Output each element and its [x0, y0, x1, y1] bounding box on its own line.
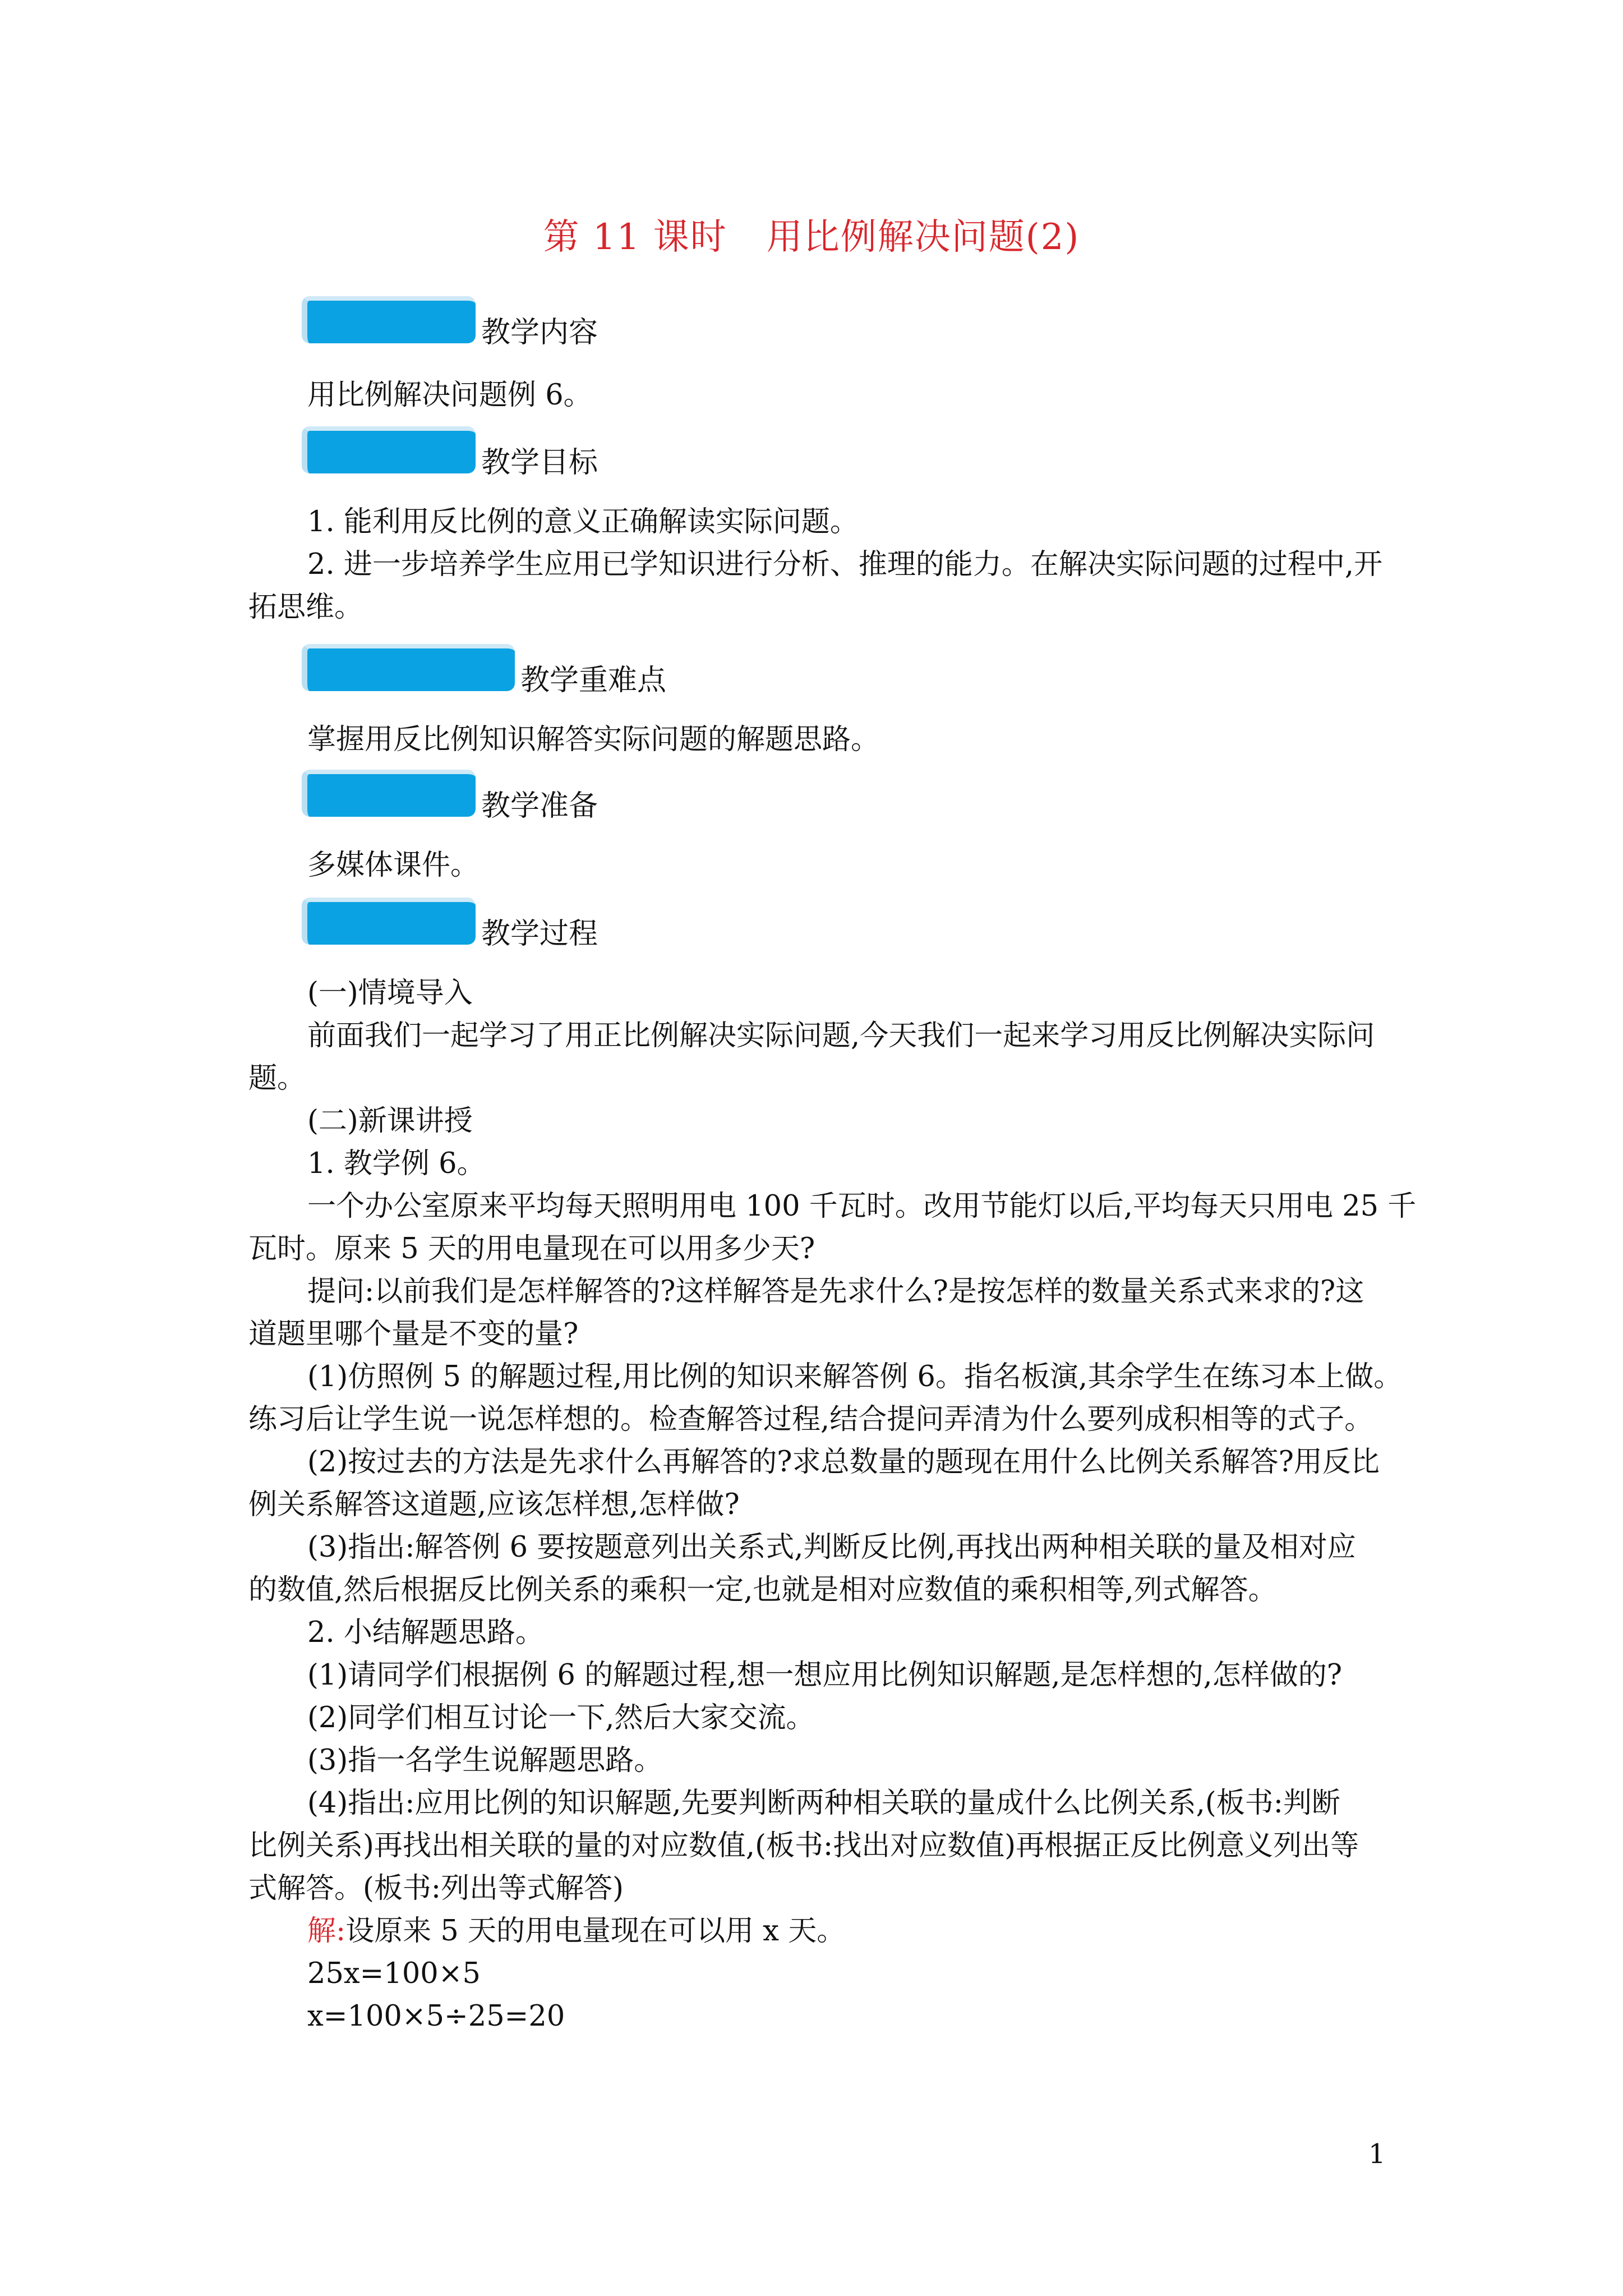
- text-line: (3)指出:解答例 6 要按题意列出关系式,判断反比例,再找出两种相关联的量及相对应: [307, 1531, 1356, 1564]
- page-number: 1: [1368, 2138, 1386, 2170]
- text-line: 2. 小结解题思路。: [307, 1616, 544, 1649]
- section-title: 教学目标: [481, 446, 598, 480]
- text-line: 1. 教学例 6。: [307, 1147, 486, 1180]
- text-line: 题。: [248, 1062, 306, 1095]
- text-line: 掌握用反比例知识解答实际问题的解题思路。: [307, 723, 880, 756]
- page-title: [0, 212, 1623, 263]
- section-title: 教学准备: [481, 789, 598, 823]
- section-tab-shape: [302, 426, 476, 473]
- lesson-topic: 用比例解决问题(2): [766, 217, 1080, 258]
- text-line: 练习后让学生说一说怎样想的。检查解答过程,结合提问弄清为什么要列成积相等的式子。: [248, 1403, 1373, 1436]
- text-line: 比例关系)再找出相关联的量的对应数值,(板书:找出对应数值)再根据正反比例意义列出等: [248, 1829, 1359, 1862]
- text-line: 拓思维。: [248, 591, 363, 624]
- text-line: 用比例解决问题例 6。: [307, 379, 592, 412]
- section-tab-shape: [302, 898, 476, 945]
- solution-label: 解:: [307, 1915, 346, 1948]
- section-title: 教学内容: [481, 316, 598, 349]
- text-line: 2. 进一步培养学生应用已学知识进行分析、推理的能力。在解决实际问题的过程中,开: [307, 548, 1383, 581]
- text-line: 前面我们一起学习了用正比例解决实际问题,今天我们一起来学习用反比例解决实际问: [307, 1019, 1375, 1052]
- equation-line: 25x=100×5: [307, 1957, 481, 1990]
- text-line: 一个办公室原来平均每天照明用电 100 千瓦时。改用节能灯以后,平均每天只用电 25 千: [307, 1190, 1417, 1223]
- text-line: 1. 能利用反比例的意义正确解读实际问题。: [307, 505, 859, 539]
- text-line: 瓦时。原来 5 天的用电量现在可以用多少天?: [248, 1232, 815, 1266]
- text-line: (2)按过去的方法是先求什么再解答的?求总数量的题现在用什么比例关系解答?用反比: [307, 1446, 1380, 1479]
- section-title: 教学过程: [481, 917, 598, 951]
- text-line: 例关系解答这道题,应该怎样想,怎样做?: [248, 1488, 740, 1521]
- text-line: (二)新课讲授: [307, 1105, 473, 1138]
- text-line: 道题里哪个量是不变的量?: [248, 1318, 579, 1351]
- section-title: 教学重难点: [520, 664, 667, 697]
- text-line: 式解答。(板书:列出等式解答): [248, 1872, 624, 1905]
- text-line: 的数值,然后根据反比例关系的乘积一定,也就是相对应数值的乘积相等,列式解答。: [248, 1573, 1277, 1607]
- text-line: 多媒体课件。: [307, 849, 479, 882]
- text-line: (1)仿照例 5 的解题过程,用比例的知识来解答例 6。指名板演,其余学生在练习本上做。: [307, 1360, 1403, 1393]
- text-line: (3)指一名学生说解题思路。: [307, 1744, 663, 1777]
- solution-text: 设原来 5 天的用电量现在可以用 x 天。: [345, 1915, 846, 1948]
- section-tab-shape: [302, 770, 476, 817]
- lesson-number: 第 11 课时: [543, 217, 727, 258]
- text-line: (一)情境导入: [307, 977, 473, 1010]
- section-tab-shape: [302, 296, 476, 343]
- text-line: (2)同学们相互讨论一下,然后大家交流。: [307, 1701, 815, 1734]
- solution-line: [307, 1912, 845, 1951]
- equation-line: x=100×5÷25=20: [307, 2000, 565, 2033]
- section-tab-shape: [302, 644, 515, 691]
- text-line: (1)请同学们根据例 6 的解题过程,想一想应用比例知识解题,是怎样想的,怎样做的?: [307, 1659, 1343, 1692]
- text-line: (4)指出:应用比例的知识解题,先要判断两种相关联的量成什么比例关系,(板书:判断: [307, 1787, 1340, 1820]
- text-line: 提问:以前我们是怎样解答的?这样解答是先求什么?是按怎样的数量关系式来求的?这: [307, 1275, 1364, 1308]
